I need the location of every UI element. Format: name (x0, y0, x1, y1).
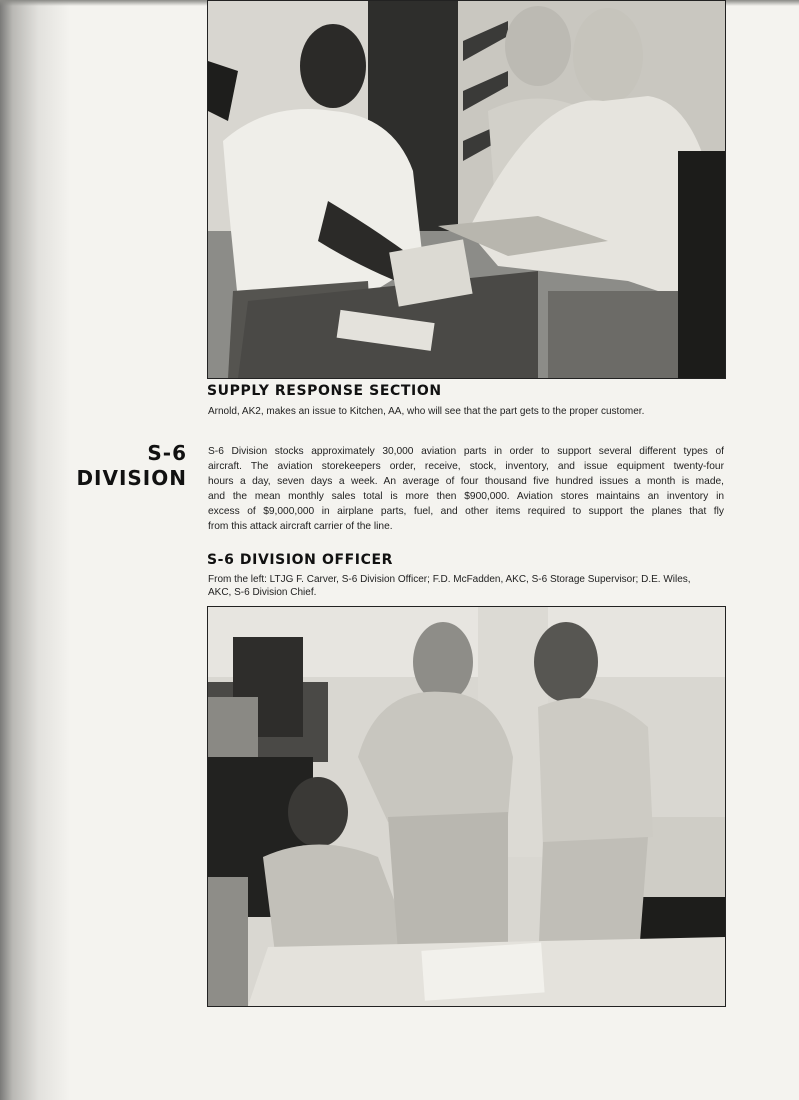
supply-response-photo (207, 0, 726, 379)
division-body-line: from this attack aircraft carrier of the line. (208, 521, 393, 532)
division-body-line: S-6 Division stocks approximately 30,000 aviation parts in order to support several different types of (208, 446, 724, 457)
division-title-line2: DIVISION (76, 466, 187, 490)
division-officer-heading: S-6 DIVISION OFFICER (207, 552, 394, 568)
supply-response-heading: SUPPLY RESPONSE SECTION (207, 383, 442, 399)
division-body-line: excess of $9,000,000 in airplane parts, fuel, and other items required to support the planes that fly (208, 506, 724, 517)
division-title (76, 441, 187, 491)
supply-response-caption: Arnold, AK2, makes an issue to Kitchen, AA, who will see that the part gets to the proper customer. (208, 406, 645, 417)
page-binding-shadow (0, 0, 70, 1100)
division-officer-caption-line1: From the left: LTJG F. Carver, S-6 Division Officer; F.D. McFadden, AKC, S-6 Storage Supervisor; D.E. Wiles, (208, 574, 691, 585)
division-body-line: aircraft. The aviation storekeepers order, receive, stock, inventory, and issue equipment twenty-four (208, 461, 724, 472)
division-body-line: hours a day, seven days a week. An average of four thousand five hundred issues a month is made, (208, 476, 724, 487)
division-officer-caption-line2: AKC, S-6 Division Chief. (208, 587, 317, 598)
division-title-line1: S-6 (147, 441, 187, 465)
division-officer-photo (207, 606, 726, 1007)
division-body-line: and the mean monthly sales total is more then $900,000. Aviation stores maintains an inventory in (208, 491, 724, 502)
